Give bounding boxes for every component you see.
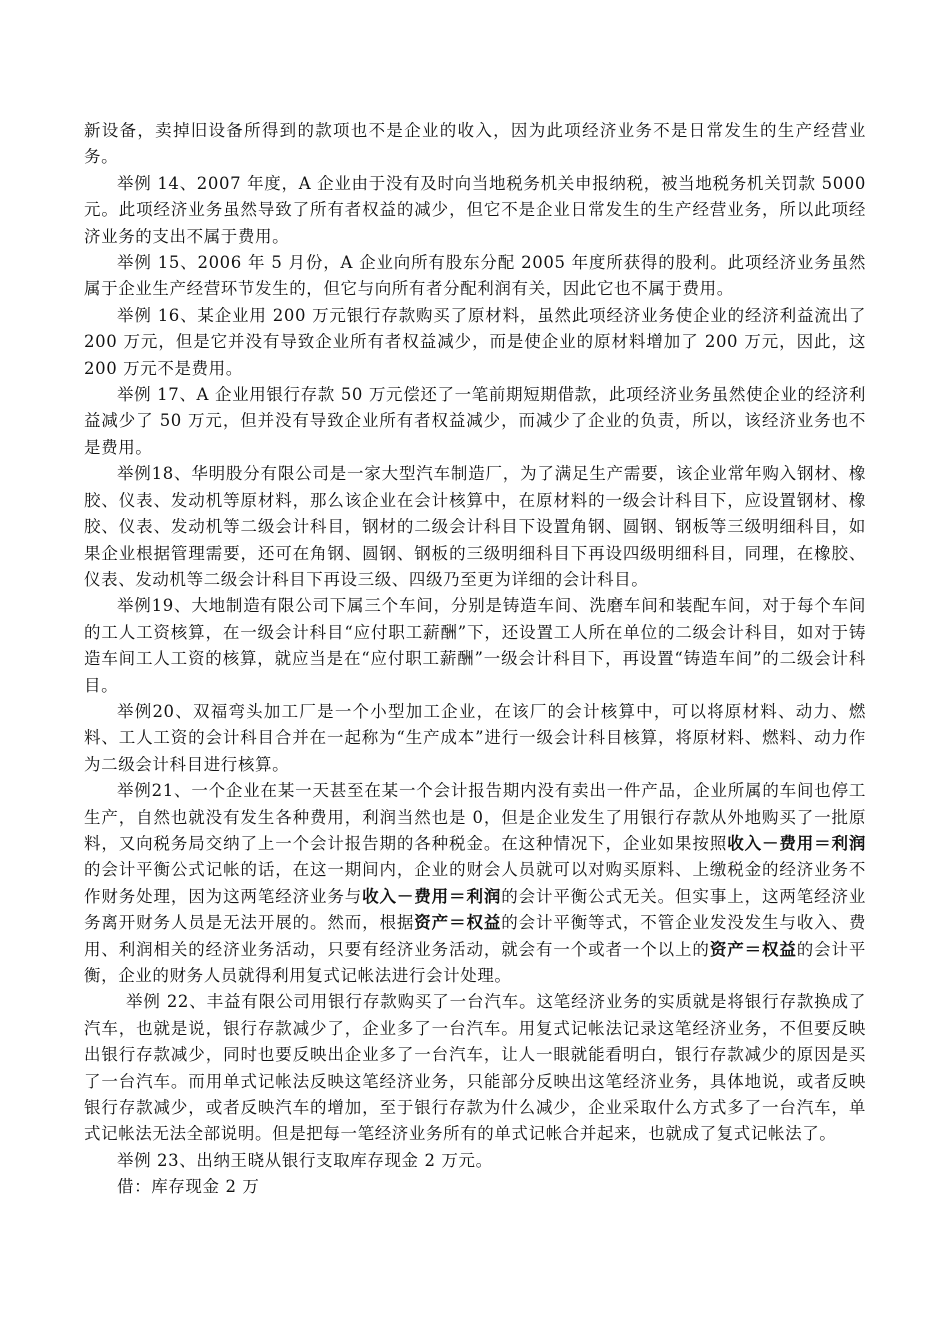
formula-assets-equity-2: 资产＝权益 bbox=[709, 939, 797, 959]
paragraph-example-17: 举例 17、A 企业用银行存款 50 万元偿还了一笔前期短期借款，此项经济业务虽然使企业的经济利益减少了 50 万元，但并没有导致企业所有者权益减少，而减少了企业的负责，所以，该经济业务也不是费用。 bbox=[84, 385, 866, 457]
paragraph-example-19: 举例19、大地制造有限公司下属三个车间，分别是铸造车间、洗磨车间和装配车间，对于每个车间的工人工资核算，在一级会计科目“应付职工薪酬”下，还设置工人所在单位的二级会计科目，如对于铸造车间工人工资的核算，就应当是在“应付职工薪酬”一级会计科目下，再设置“铸造车间”的二级会计科目。 bbox=[84, 596, 866, 695]
paragraph-example-23: 举例 23、出纳王晓从银行支取库存现金 2 万元。 bbox=[117, 1150, 493, 1170]
paragraph-continuation: 新设备，卖掉旧设备所得到的款项也不是企业的收入，因为此项经济业务不是日常发生的生产经营业务。 bbox=[84, 121, 866, 167]
paragraph-example-14: 举例 14、2007 年度，A 企业由于没有及时向当地税务机关申报纳税，被当地税务机关罚款 5000 元。此项经济业务虽然导致了所有者权益的减少，但它不是企业日常发生的生产经营业务，所以此项经济业务的支出不属于费用。 bbox=[84, 173, 866, 246]
example-21-text-4: 的会计平衡等式，不管企业发没发生与收入、费用、利润相关的经济业务活动，只要有经济业务活动，就会有一个或者一个以上的 bbox=[84, 913, 866, 959]
paragraph-example-21 bbox=[84, 778, 866, 989]
example-21-text-2: 的会计平衡公式记帐的话，在这一期间内，企业的财会人员就可以对购买原料、上缴税金的经济业务不作财务处理，因为这两笔经济业务与 bbox=[84, 860, 866, 906]
paragraph-example-16: 举例 16、某企业用 200 万元银行存款购买了原材料，虽然此项经济业务使企业的经济利益流出了 200 万元，但是它并没有导致企业所有者权益减少，而是使企业的原材料增加了 200 万元，因此，这 200 万元不是费用。 bbox=[84, 305, 866, 378]
example-21-text-1: 举例21、一个企业在某一天甚至在某一个会计报告期内没有卖出一件产品，企业所属的车间也停工生产，自然也就没有发生各种费用，利润当然也是 0，但是企业发生了用银行存款从外地购买了一批原料，又向税务局交纳了上一个会计报告期的各种税金。在这种情况下，企业如果按照 bbox=[84, 781, 866, 853]
paragraph-example-20: 举例20、双福弯头加工厂是一个小型加工企业，在该厂的会计核算中，可以将原材料、动力、燃料、工人工资的会计科目合并在一起称为“生产成本”进行一级会计科目核算，将原材料、燃料、动力作为二级会计科目进行核算。 bbox=[84, 701, 866, 774]
journal-entry-debit: 借：库存现金 2 万 bbox=[117, 1177, 260, 1197]
example-21-text-5: 的会计平衡，企业的财务人员就得利用复式记帐法进行会计处理。 bbox=[84, 939, 867, 985]
formula-assets-equity: 资产＝权益 bbox=[414, 913, 502, 933]
paragraph-example-18: 举例18、华明股分有限公司是一家大型汽车制造厂，为了满足生产需要，该企业常年购入钢材、橡胶、仪表、发动机等原材料，那么该企业在会计核算中，在原材料的一级会计科目下，应设置钢材、橡胶、仪表、发动机等二级会计科目，钢材的二级会计科目下设置角钢、圆钢、钢板等三级明细科目，如果企业根据管理需要，还可在角钢、圆钢、钢板的三级明细科目下再设四级明细科目，同理，在橡胶、仪表、发动机等二级会计科目下再设三级、四级乃至更为详细的会计科目。 bbox=[84, 464, 866, 589]
formula-income-expense-profit-2: 收入－费用＝利润 bbox=[362, 886, 502, 906]
formula-income-expense-profit: 收入－费用＝利润 bbox=[727, 833, 866, 853]
paragraph-example-15: 举例 15、2006 年 5 月份，A 企业向所有股东分配 2005 年度所获得的股利。此项经济业务虽然属于企业生产经营环节发生的，但它与向所有者分配利润有关，因此它也不属于费用。 bbox=[84, 253, 866, 299]
paragraph-example-22: 举例 22、丰益有限公司用银行存款购买了一台汽车。这笔经济业务的实质就是将银行存款换成了汽车，也就是说，银行存款减少了，企业多了一台汽车。用复式记帐法记录这笔经济业务，不但要反映出银行存款减少，同时也要反映出企业多了一台汽车，让人一眼就能看明白，银行存款减少的原因是买了一台汽车。而用单式记帐法反映这笔经济业务，只能部分反映出这笔经济业务，具体地说，或者反映银行存款减少，或者反映汽车的增加，至于银行存款为什么减少，企业采取什么方式多了一台汽车，单式记帐法无法全部说明。但是把每一笔经济业务所有的单式记帐合并起来，也就成了复式记帐法了。 bbox=[84, 992, 866, 1144]
example-21-text-3: 的会计平衡公式无关。但实事上，这两笔经济业务离开财务人员是无法开展的。然而，根据 bbox=[84, 886, 866, 933]
